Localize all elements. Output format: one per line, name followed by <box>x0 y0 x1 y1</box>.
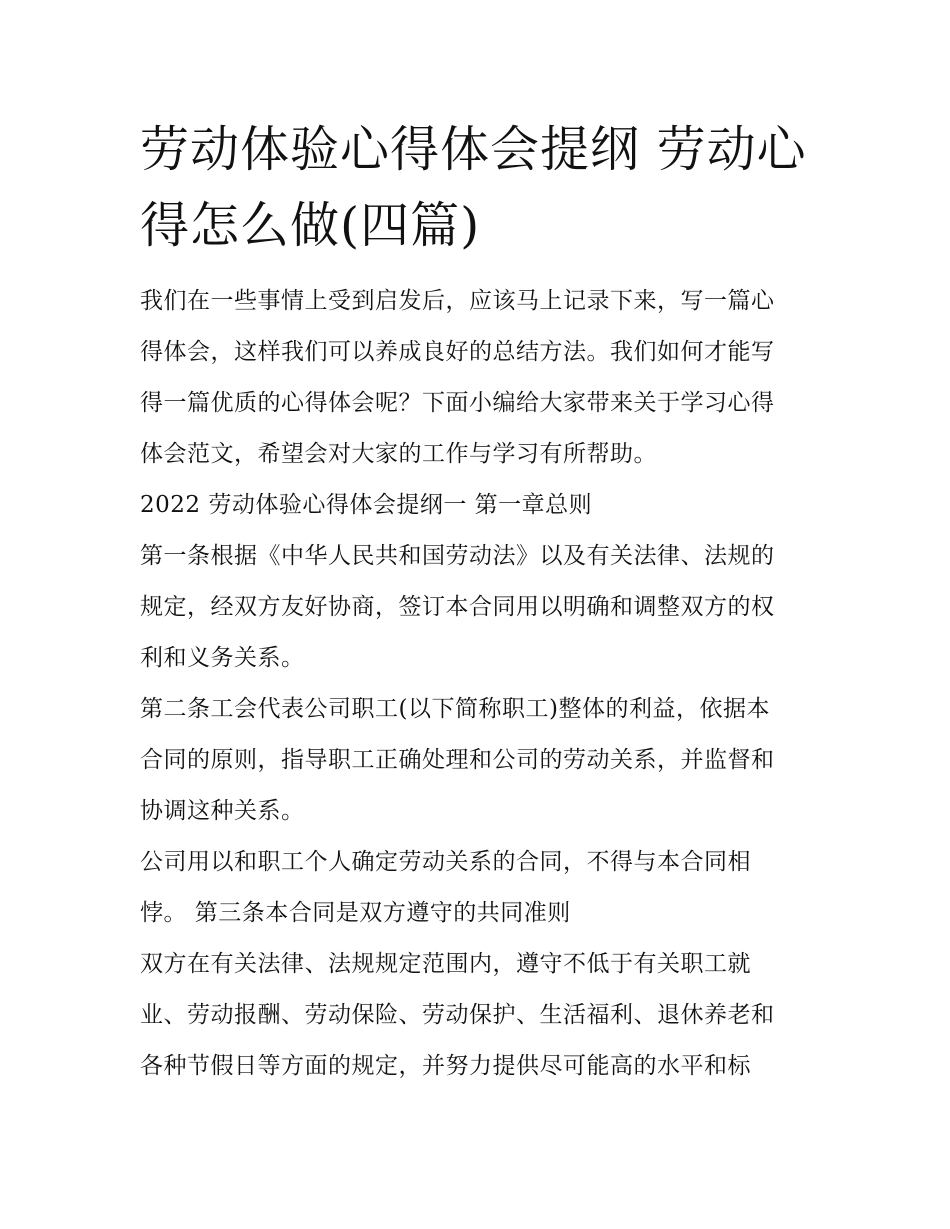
article-1-paragraph <box>140 531 820 684</box>
text-line: 协调这种关系。 <box>140 798 305 824</box>
title-line: 劳动体验心得体会提纲 劳动心 <box>140 121 807 178</box>
intro-paragraph <box>140 276 820 480</box>
article-2-paragraph <box>140 684 820 837</box>
text-line: 我们在一些事情上受到启发后，应该马上记录下来，写一篇心 <box>140 288 775 314</box>
text-line: 合同的原则，指导职工正确处理和公司的劳动关系，并监督和 <box>140 747 775 773</box>
text-line: 得一篇优质的心得体会呢？下面小编给大家带来关于学习心得 <box>140 390 775 416</box>
text-line: 得体会，这样我们可以养成良好的总结方法。我们如何才能写 <box>140 339 775 365</box>
text-line: 双方在有关法律、法规规定范围内，遵守不低于有关职工就 <box>140 951 751 977</box>
text-line: 悖。 第三条本合同是双方遵守的共同准则 <box>140 900 571 926</box>
text-line: 公司用以和职工个人确定劳动关系的合同，不得与本合同相 <box>140 849 751 875</box>
text-line: 2022 劳动体验心得体会提纲一 第一章总则 <box>140 492 593 518</box>
title-line: 得怎么做(四篇) <box>140 197 481 254</box>
document-page <box>140 112 820 1092</box>
text-line: 第一条根据《中华人民共和国劳动法》以及有关法律、法规的 <box>140 543 775 569</box>
document-title <box>140 112 820 264</box>
company-paragraph <box>140 837 820 939</box>
text-line: 体会范文，希望会对大家的工作与学习有所帮助。 <box>140 441 657 467</box>
final-paragraph <box>140 939 820 1092</box>
text-line: 规定，经双方友好协商，签订本合同用以明确和调整双方的权 <box>140 594 775 620</box>
text-line: 业、劳动报酬、劳动保险、劳动保护、生活福利、退休养老和 <box>140 1002 775 1028</box>
text-line: 第二条工会代表公司职工(以下简称职工)整体的利益，依据本 <box>140 696 770 722</box>
text-line: 各种节假日等方面的规定，并努力提供尽可能高的水平和标 <box>140 1053 751 1079</box>
text-line: 利和义务关系。 <box>140 645 305 671</box>
section-heading <box>140 480 820 531</box>
